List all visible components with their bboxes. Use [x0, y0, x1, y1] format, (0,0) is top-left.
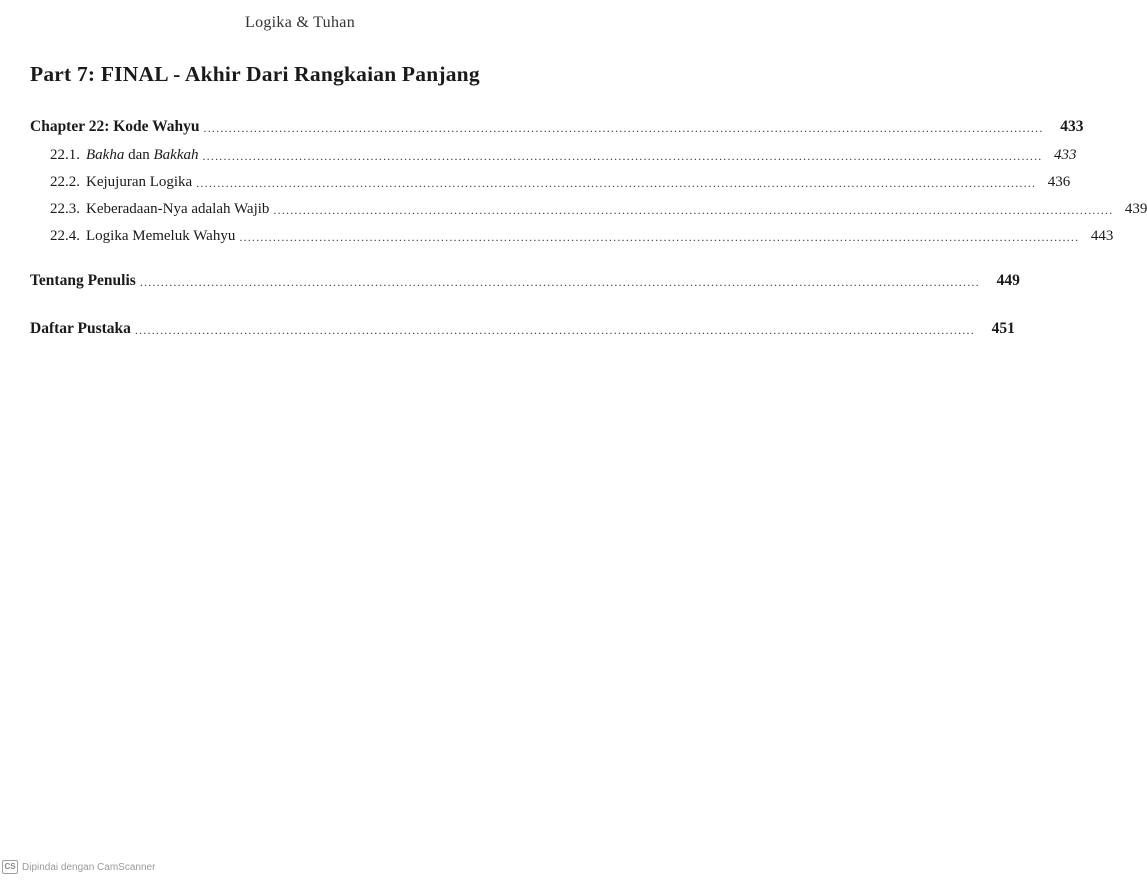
dot-leader: ........................................................................................................................................................................................................ — [203, 121, 1044, 135]
toc-entry-chapter-22[interactable] — [30, 114, 1084, 136]
watermark-text: Dipindai dengan CamScanner — [22, 861, 156, 873]
section-title-text: Keberadaan-Nya adalah Wajib — [86, 201, 270, 217]
dot-leader: ........................................................................................................................................................................................................ — [196, 176, 1037, 190]
toc-entry-label — [50, 201, 269, 218]
toc-entry-label: Daftar Pustaka — [30, 320, 131, 337]
camscanner-logo-icon: CS — [2, 860, 18, 874]
toc-page-number: 436 — [1047, 174, 1071, 190]
section-number: 22.1. — [50, 147, 80, 163]
toc-entry-label — [50, 174, 192, 191]
toc-page-number: 449 — [996, 272, 1020, 289]
dot-leader: ........................................................................................................................................................................................................ — [134, 323, 975, 337]
section-number: 22.2. — [50, 174, 80, 190]
toc-entry-label: Tentang Penulis — [30, 272, 136, 289]
section-title-text: Kejujuran Logika — [86, 174, 193, 190]
toc-page-number: 443 — [1090, 228, 1114, 244]
toc-entry-22-1[interactable] — [50, 142, 1077, 164]
toc-page-number: 433 — [1060, 118, 1084, 135]
part-title: Part 7: FINAL - Akhir Dari Rangkaian Panjang — [30, 62, 480, 86]
dot-leader: ........................................................................................................................................................................................................ — [139, 275, 980, 289]
toc-entry-label: Chapter 22: Kode Wahyu — [30, 118, 200, 135]
toc-page-number: 433 — [1053, 147, 1077, 163]
section-title-text: Logika Memeluk Wahyu — [86, 228, 236, 244]
toc-entry-22-3[interactable] — [50, 196, 1147, 218]
toc-entry-22-2[interactable] — [50, 169, 1071, 191]
section-number: 22.3. — [50, 201, 80, 217]
section-title-italic: Bakkah — [153, 147, 199, 163]
toc-entry-22-4[interactable] — [50, 223, 1114, 245]
section-title-italic: Bakha — [86, 147, 125, 163]
dot-leader: ........................................................................................................................................................................................................ — [239, 230, 1080, 244]
section-number: 22.4. — [50, 228, 80, 244]
section-title-text: dan — [124, 147, 154, 163]
dot-leader: ........................................................................................................................................................................................................ — [273, 203, 1114, 217]
toc-entry-tentang-penulis[interactable] — [30, 268, 1020, 290]
toc-page-number: 439 — [1124, 201, 1147, 217]
dot-leader: ........................................................................................................................................................................................................ — [202, 149, 1043, 163]
toc-entry-label — [50, 147, 198, 164]
toc-entry-label — [50, 228, 235, 245]
toc-page-number: 451 — [991, 320, 1015, 337]
toc-entry-daftar-pustaka[interactable] — [30, 316, 1015, 338]
running-header: Logika & Tuhan — [245, 14, 355, 31]
scanner-watermark — [2, 860, 155, 874]
